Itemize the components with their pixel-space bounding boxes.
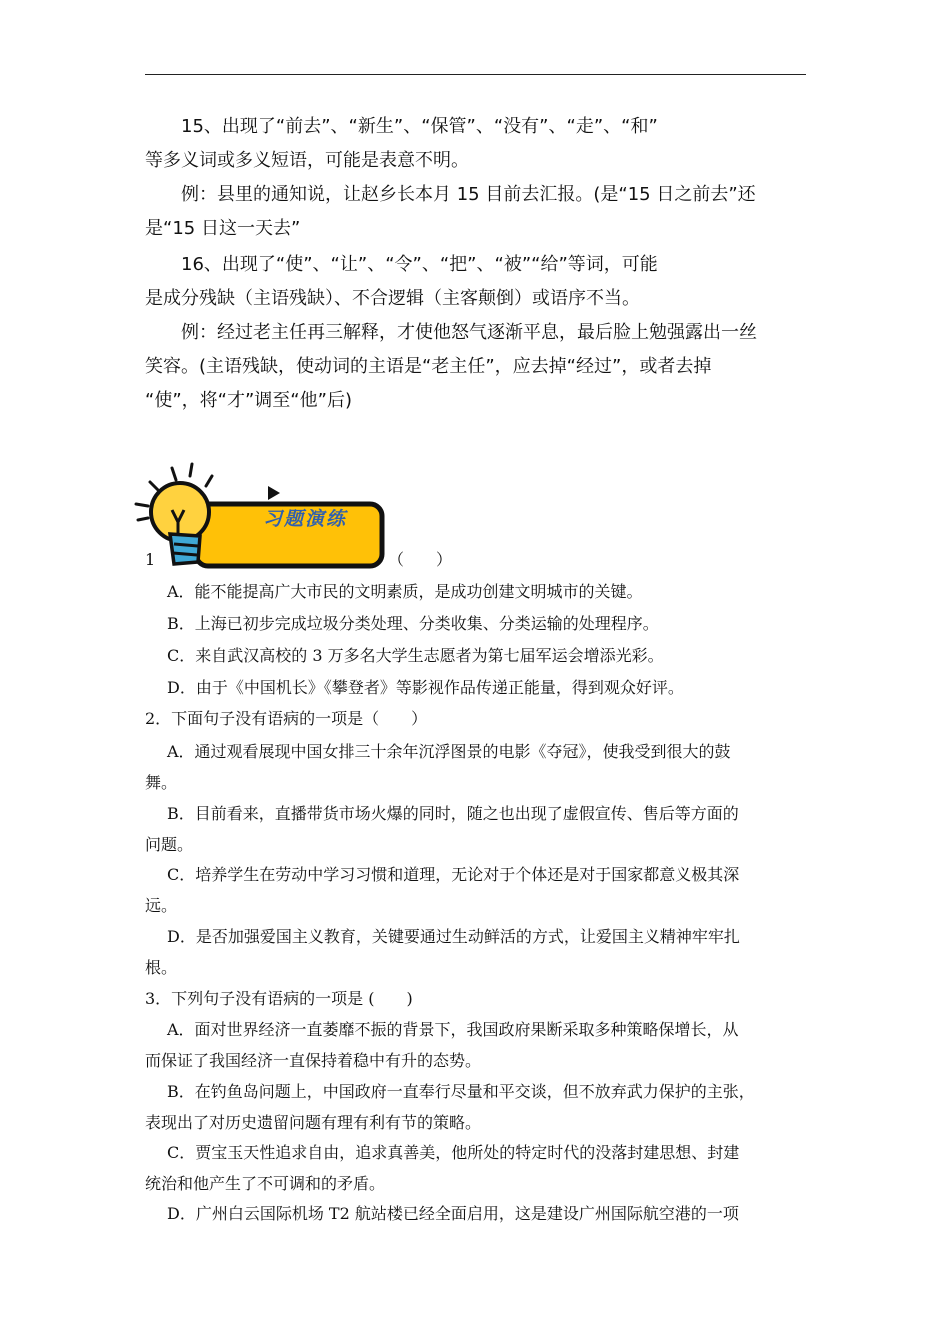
q1-option-a: A．能不能提高广大市民的文明素质，是成功创建文明城市的关键。 [167, 582, 643, 601]
q2-stem: 2．下面句子没有语病的一项是（ ） [145, 709, 428, 728]
note-16-line2: 是成分残缺（主语残缺）、不合逻辑（主客颠倒）或语序不当。 [145, 288, 640, 309]
q3-option-b-line2: 表现出了对历史遗留问题有理有利有节的策略。 [145, 1113, 482, 1132]
q2-option-a-line2: 舞。 [145, 773, 178, 792]
q2-option-d-line2: 根。 [145, 958, 178, 977]
q2-option-b-line2: 问题。 [145, 835, 194, 854]
q3-option-d-line1: D．广州白云国际机场 T2 航站楼已经全面启用，这是建设广州国际航空港的一项 [167, 1204, 739, 1223]
q2-option-c-line1: C．培养学生在劳动中学习习惯和道理，无论对于个体还是对于国家都意义极其深 [167, 865, 740, 884]
section-badge [130, 462, 390, 570]
example-16-line2: 笑容。(主语残缺，使动词的主语是“老主任”，应去掉“经过”，或者去掉 [145, 356, 712, 377]
note-15-line2: 等多义词或多义短语，可能是表意不明。 [145, 150, 469, 171]
q1-paren: （ ） [388, 550, 453, 569]
q1-option-c: C．来自武汉高校的 3 万多名大学生志愿者为第七届军运会增添光彩。 [167, 646, 664, 665]
example-16-line3: “使”，将“才”调至“他”后) [145, 390, 352, 411]
note-16-line1: 16、出现了“使”、“让”、“令”、“把”、“被”“给”等词，可能 [181, 254, 658, 275]
note-15-line1: 15、出现了“前去”、“新生”、“保管”、“没有”、“走”、“和” [181, 116, 658, 137]
q2-option-a-line1: A．通过观看展现中国女排三十余年沉浮图景的电影《夺冠》，使我受到很大的鼓 [167, 742, 731, 761]
example-15-line2: 是“15 日这一天去” [145, 218, 301, 239]
q3-option-a-line1: A．面对世界经济一直萎靡不振的背景下，我国政府果断采取多种策略保增长，从 [167, 1020, 739, 1039]
section-badge-label: 习题演练 [262, 508, 347, 530]
q3-option-b-line1: B．在钓鱼岛问题上，中国政府一直奉行尽量和平交谈，但不放弃武力保护的主张， [167, 1082, 755, 1101]
example-16-line1: 例：经过老主任再三解释，才使他怒气逐渐平息，最后脸上勉强露出一丝 [181, 322, 757, 343]
q3-option-c-line2: 统治和他产生了不可调和的矛盾。 [145, 1174, 386, 1193]
q1-option-d: D．由于《中国机长》《攀登者》等影视作品传递正能量，得到观众好评。 [167, 678, 684, 697]
q2-option-c-line2: 远。 [145, 896, 178, 915]
header-rule [145, 74, 806, 75]
q3-stem: 3．下列句子没有语病的一项是 ( ) [145, 989, 413, 1008]
q2-option-d-line1: D．是否加强爱国主义教育，关键要通过生动鲜活的方式，让爱国主义精神牢牢扎 [167, 927, 740, 946]
q2-option-b-line1: B．目前看来，直播带货市场火爆的同时，随之也出现了虚假宣传、售后等方面的 [167, 804, 739, 823]
q3-option-c-line1: C．贾宝玉天性追求自由，追求真善美，他所处的特定时代的没落封建思想、封建 [167, 1143, 740, 1162]
q1-number-fragment: 1 [145, 550, 156, 569]
example-15-line1: 例：县里的通知说，让赵乡长本月 15 目前去汇报。(是“15 日之前去”还 [181, 184, 756, 205]
q3-option-a-line2: 而保证了我国经济一直保持着稳中有升的态势。 [145, 1051, 482, 1070]
q1-option-b: B．上海已初步完成垃圾分类处理、分类收集、分类运输的处理程序。 [167, 614, 659, 633]
